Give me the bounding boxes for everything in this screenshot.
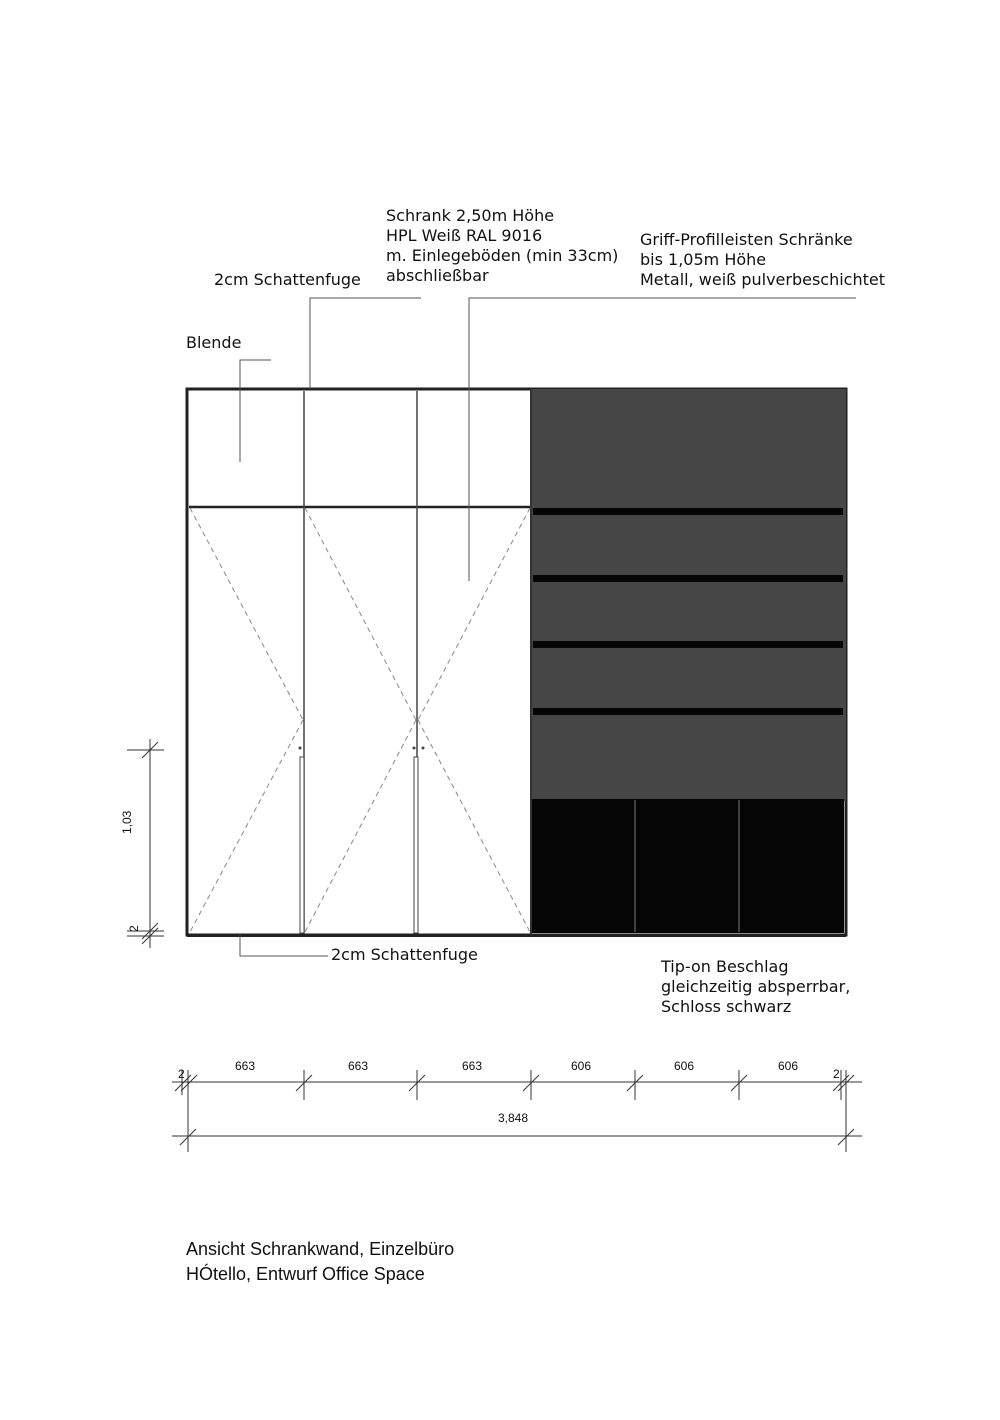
door-swing-lines <box>190 508 530 932</box>
tipon-line-3: Schloss schwarz <box>661 997 792 1016</box>
schrank-annotation <box>386 206 618 286</box>
lock-dot-1 <box>299 747 302 750</box>
dim-edge-left: 2 <box>178 1067 185 1081</box>
dim-seg-5: 606 <box>674 1059 695 1073</box>
schattenfuge-bottom-label: 2cm Schattenfuge <box>331 945 478 964</box>
griff-line-3: Metall, weiß pulverbeschichtet <box>640 270 886 289</box>
lock-dot-3 <box>422 747 425 750</box>
dim-seg-6: 606 <box>778 1059 799 1073</box>
schrank-line-2: HPL Weiß RAL 9016 <box>386 226 543 245</box>
shelf-line-4 <box>533 708 843 715</box>
dim-seg-3: 663 <box>462 1059 483 1073</box>
tipon-line-2: gleichzeitig absperrbar, <box>661 977 851 996</box>
blende-label: Blende <box>186 333 242 352</box>
schrank-line-3: m. Einlegeböden (min 33cm) <box>386 246 619 265</box>
shelf-line-3 <box>533 641 843 648</box>
griff-annotation <box>640 230 885 290</box>
schrank-line-1: Schrank 2,50m Höhe <box>386 206 555 225</box>
caption-line-2: HÓtello, Entwurf Office Space <box>186 1264 425 1284</box>
shelf-panel <box>531 389 846 801</box>
dim-vertical-main: 1,03 <box>120 810 134 834</box>
lock-dot-2 <box>413 747 416 750</box>
handle-profile-2 <box>414 757 418 933</box>
lower-cabinet <box>531 799 844 933</box>
shelf-line-2 <box>533 575 843 582</box>
dim-vertical-small: 2 <box>127 925 141 932</box>
vertical-dimension <box>127 739 164 948</box>
dim-edge-right: 2 <box>833 1067 840 1081</box>
caption-line-1: Ansicht Schrankwand, Einzelbüro <box>186 1239 455 1259</box>
tipon-annotation <box>661 957 850 1017</box>
dim-total: 3,848 <box>498 1111 529 1125</box>
tipon-line-1: Tip-on Beschlag <box>661 957 789 976</box>
shelf-line-1 <box>533 508 843 515</box>
griff-line-2: bis 1,05m Höhe <box>640 250 767 269</box>
dim-seg-4: 606 <box>571 1059 592 1073</box>
drawing-caption <box>186 1237 454 1287</box>
handle-profile-1 <box>300 757 304 933</box>
schattenfuge-top-label: 2cm Schattenfuge <box>214 270 361 289</box>
schrank-line-4: abschließbar <box>386 266 489 285</box>
dim-seg-2: 663 <box>348 1059 369 1073</box>
griff-line-1: Griff-Profilleisten Schränke <box>640 230 853 249</box>
dim-seg-1: 663 <box>235 1059 256 1073</box>
